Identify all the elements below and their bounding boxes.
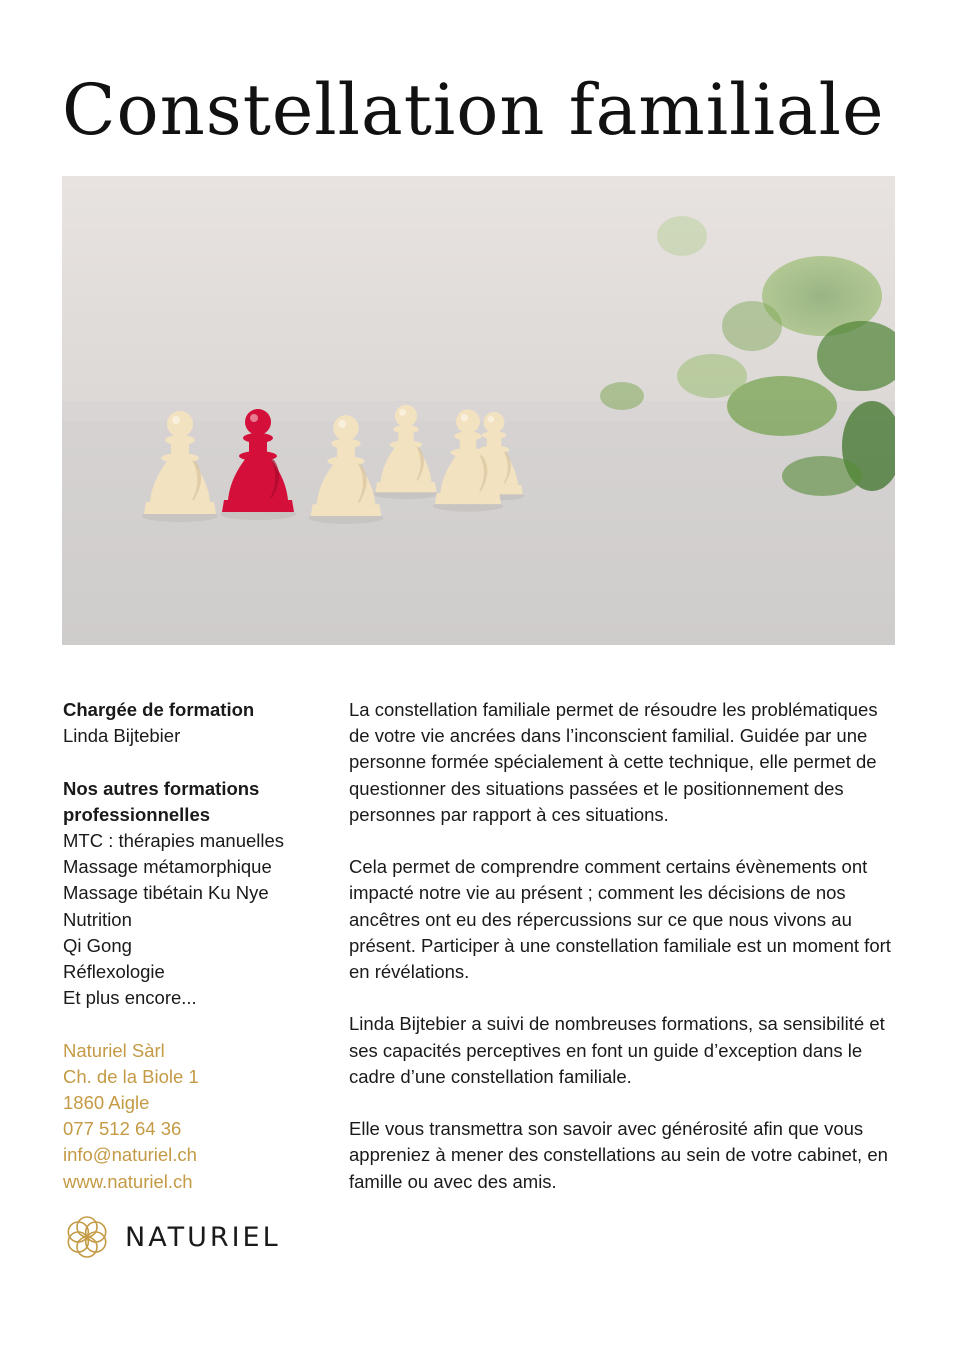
- naturiel-logo: [63, 1212, 333, 1262]
- logo-wordmark: NATURIEL: [125, 1221, 281, 1253]
- pawns-illustration: [62, 176, 895, 645]
- other-trainings-heading: Nos autres formations: [63, 777, 260, 799]
- trainer-heading: Chargée de formation: [63, 699, 255, 720]
- address-city: 1860 Aigle: [63, 1092, 150, 1114]
- other-trainings-heading-line2: professionnelles: [63, 803, 211, 825]
- trainer-name: Linda Bijtebier: [63, 725, 181, 747]
- paragraph: Cela permet de comprendre comment certains évènements ont impacté notre vie au présent ; comment les décisions de nos ancêtres ont eu des répercussions sur ce que nous vivons au présent. Participer à une constellation familiale est un moment fort en révélations.: [349, 856, 891, 983]
- website-link[interactable]: www.naturiel.ch: [63, 1170, 193, 1192]
- address-street: Ch. de la Biole 1: [63, 1065, 199, 1087]
- chess-pawns-photo: [62, 176, 895, 645]
- sidebar-info: [63, 697, 333, 1195]
- training-item: Et plus encore...: [63, 987, 197, 1009]
- phone-number: 077 512 64 36: [63, 1118, 182, 1140]
- description-text: [349, 697, 897, 1221]
- email-link[interactable]: info@naturiel.ch: [63, 1144, 197, 1166]
- paragraph: Elle vous transmettra son savoir avec générosité afin que vous appreniez à mener des constellations au sein de votre cabinet, en famille ou avec des amis.: [349, 1118, 888, 1192]
- training-item: Massage tibétain Ku Nye: [63, 882, 269, 904]
- paragraph: La constellation familiale permet de résoudre les problématiques de votre vie ancrées dans l’inconscient familial. Guidée par une personne formée spécialement à cette technique, elle permet de questionner des situations passées et le positionnement des personnes par rapport à ces situations.: [349, 699, 878, 825]
- page-title: Constellation familiale: [62, 69, 885, 151]
- flower-of-life-icon: [63, 1213, 111, 1261]
- company-name: Naturiel Sàrl: [63, 1039, 165, 1061]
- training-item: Qi Gong: [63, 934, 132, 956]
- training-item: Réflexologie: [63, 961, 165, 983]
- training-item: MTC : thérapies manuelles: [63, 830, 285, 851]
- training-item: Massage métamorphique: [63, 856, 272, 878]
- paragraph: Linda Bijtebier a suivi de nombreuses formations, sa sensibilité et ses capacités perceptives en font un guide d’exception dans le cadre d’une constellation familiale.: [349, 1013, 885, 1087]
- training-item: Nutrition: [63, 908, 132, 930]
